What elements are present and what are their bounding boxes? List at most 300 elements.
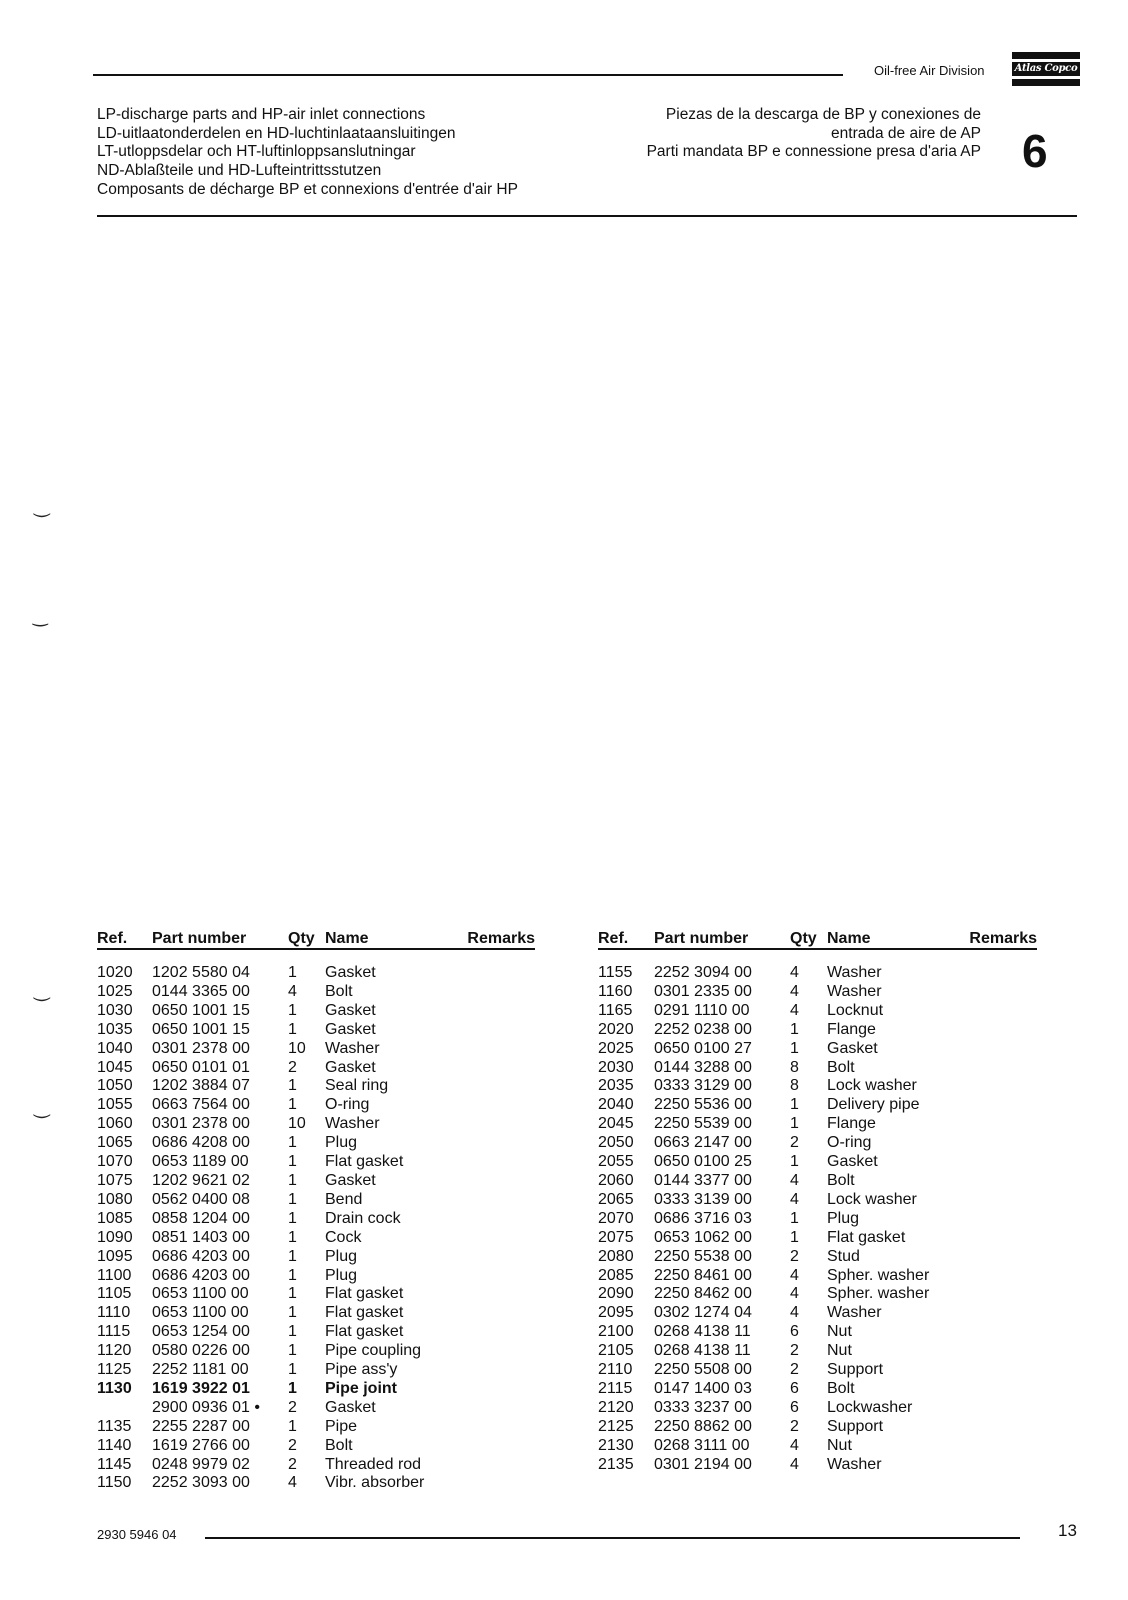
remarks-cell xyxy=(467,964,535,983)
remarks-cell xyxy=(467,1134,535,1153)
header-part-number: Part number xyxy=(654,922,790,949)
remarks-cell xyxy=(467,1418,535,1437)
remarks-cell xyxy=(969,983,1037,1002)
table-header-row xyxy=(97,922,535,949)
ref-cell: 1025 xyxy=(97,982,133,1000)
table-row xyxy=(598,1285,1037,1304)
table-row xyxy=(97,1248,535,1267)
name-cell: Pipe coupling xyxy=(325,1342,422,1360)
qty-cell: 1 xyxy=(288,1209,297,1227)
name-cell: Nut xyxy=(827,1436,852,1454)
qty-cell: 1 xyxy=(288,1096,297,1114)
part-number-cell: 0144 3377 00 xyxy=(654,1171,752,1189)
table-row xyxy=(97,1153,535,1172)
title-en: LP-discharge parts and HP-air inlet connections xyxy=(97,106,426,123)
qty-cell: 1 xyxy=(790,1115,799,1133)
name-cell: Washer xyxy=(827,964,882,981)
table-row xyxy=(598,1437,1037,1456)
parts-table-left xyxy=(97,922,535,1493)
part-number-cell: 0653 1254 00 xyxy=(152,1323,250,1341)
part-number-cell: 0301 2378 00 xyxy=(152,1039,250,1057)
part-number-cell: 2255 2287 00 xyxy=(152,1417,250,1435)
part-number-cell: 0686 4203 00 xyxy=(152,1247,250,1265)
part-number-cell: 0562 0400 08 xyxy=(152,1190,250,1208)
header-name: Name xyxy=(325,922,467,949)
ref-cell: 1085 xyxy=(97,1209,133,1227)
name-cell: Cock xyxy=(325,1228,362,1246)
part-number-cell: 1619 2766 00 xyxy=(152,1436,250,1454)
name-cell: Gasket xyxy=(325,1001,376,1019)
binder-mark: ⏝ xyxy=(33,496,51,516)
table-row xyxy=(97,1380,535,1399)
remarks-cell xyxy=(969,964,1037,983)
remarks-cell xyxy=(467,983,535,1002)
division-label: Oil-free Air Division xyxy=(874,63,985,78)
name-cell: Support xyxy=(827,1361,884,1379)
title-fr: Composants de décharge BP et connexions d'entrée d'air HP xyxy=(97,180,518,198)
qty-cell: 1 xyxy=(288,1134,297,1152)
part-number-cell: 2252 1181 00 xyxy=(152,1361,249,1379)
part-number-cell: 0858 1204 00 xyxy=(152,1209,250,1227)
ref-cell: 1145 xyxy=(97,1455,132,1473)
ref-cell: 1115 xyxy=(97,1323,131,1341)
ref-cell: 2080 xyxy=(598,1247,634,1265)
qty-cell: 4 xyxy=(790,964,799,981)
name-cell: Gasket xyxy=(325,964,376,981)
remarks-cell xyxy=(467,1210,535,1229)
name-cell: Flat gasket xyxy=(827,1228,906,1246)
header-remarks: Remarks xyxy=(467,922,535,949)
table-row xyxy=(97,1323,535,1342)
table-row xyxy=(598,1456,1037,1475)
name-cell: Threaded rod xyxy=(325,1455,422,1473)
ref-cell: 2120 xyxy=(598,1398,634,1416)
name-cell: Gasket xyxy=(325,1020,376,1038)
remarks-cell xyxy=(467,1153,535,1172)
name-cell: Bend xyxy=(325,1190,363,1208)
name-cell: Pipe ass'y xyxy=(325,1361,398,1379)
header-rule xyxy=(93,74,843,76)
qty-cell: 4 xyxy=(790,1190,799,1208)
part-number-cell: 0144 3288 00 xyxy=(654,1058,752,1076)
part-number-cell: 0686 3716 03 xyxy=(654,1209,752,1227)
ref-cell: 1165 xyxy=(598,1001,633,1019)
header-name: Name xyxy=(827,922,969,949)
ref-cell: 2035 xyxy=(598,1077,634,1095)
remarks-cell xyxy=(969,1172,1037,1191)
table-row xyxy=(598,1342,1037,1361)
remarks-cell xyxy=(467,1115,535,1134)
name-cell: Bolt xyxy=(827,1171,855,1189)
footer-rule xyxy=(205,1537,1020,1539)
qty-cell: 1 xyxy=(288,1247,297,1265)
qty-cell: 2 xyxy=(790,1417,799,1435)
qty-cell: 1 xyxy=(790,1039,799,1057)
name-cell: O-ring xyxy=(827,1134,872,1152)
name-cell: Bolt xyxy=(827,1058,855,1076)
qty-cell: 1 xyxy=(288,1077,297,1095)
name-cell: Flange xyxy=(827,1020,876,1038)
ref-cell: 2070 xyxy=(598,1209,634,1227)
ref-cell: 1150 xyxy=(97,1474,132,1492)
name-cell: Washer xyxy=(827,982,882,1000)
qty-cell: 10 xyxy=(288,1039,306,1057)
table-row xyxy=(598,1399,1037,1418)
ref-cell: 1020 xyxy=(97,964,133,981)
ref-cell: 1130 xyxy=(97,1379,132,1397)
table-row xyxy=(97,1059,535,1078)
title-es-2: entrada de aire de AP xyxy=(831,124,981,142)
table-row xyxy=(598,1191,1037,1210)
qty-cell: 1 xyxy=(288,964,297,981)
remarks-cell xyxy=(467,1474,535,1493)
part-number-cell: 1202 3884 07 xyxy=(152,1077,250,1095)
ref-cell: 1135 xyxy=(97,1417,132,1435)
ref-cell: 2040 xyxy=(598,1096,634,1114)
ref-cell: 2065 xyxy=(598,1190,634,1208)
table-row xyxy=(598,1134,1037,1153)
remarks-cell xyxy=(969,1096,1037,1115)
ref-cell: 1160 xyxy=(598,982,633,1000)
remarks-cell xyxy=(969,1229,1037,1248)
name-cell: Bolt xyxy=(827,1379,855,1397)
ref-cell: 1065 xyxy=(97,1134,133,1152)
ref-cell: 1030 xyxy=(97,1001,133,1019)
ref-cell: 1105 xyxy=(97,1285,132,1303)
name-cell: Washer xyxy=(325,1115,380,1133)
part-number-cell: 2900 0936 01 • xyxy=(152,1398,260,1416)
table-row xyxy=(97,1474,535,1493)
table-row xyxy=(97,1456,535,1475)
part-number-cell: 0268 3111 00 xyxy=(654,1436,750,1454)
name-cell: Flat gasket xyxy=(325,1153,404,1171)
name-cell: Flat gasket xyxy=(325,1304,404,1322)
remarks-cell xyxy=(467,1267,535,1286)
part-number-cell: 0650 0100 27 xyxy=(654,1039,752,1057)
ref-cell: 1040 xyxy=(97,1039,133,1057)
part-number-cell: 0650 1001 15 xyxy=(152,1001,250,1019)
part-number-cell: 2250 8862 00 xyxy=(654,1417,752,1435)
part-number-cell: 2252 3094 00 xyxy=(654,964,752,981)
qty-cell: 1 xyxy=(790,1209,799,1227)
qty-cell: 1 xyxy=(288,1323,297,1341)
qty-cell: 1 xyxy=(288,1228,297,1246)
qty-cell: 1 xyxy=(288,1304,297,1322)
title-sv: LT-utloppsdelar och HT-luftinloppsanslutningar xyxy=(97,143,416,161)
title-rule xyxy=(97,215,1077,217)
name-cell: Vibr. absorber xyxy=(325,1474,425,1492)
table-row xyxy=(97,1210,535,1229)
table-row xyxy=(598,1361,1037,1380)
table-row xyxy=(598,1153,1037,1172)
name-cell: Seal ring xyxy=(325,1077,389,1095)
name-cell: Washer xyxy=(325,1039,380,1057)
remarks-cell xyxy=(969,1115,1037,1134)
qty-cell: 1 xyxy=(288,1379,297,1397)
ref-cell: 2095 xyxy=(598,1304,634,1322)
part-number-cell: 0851 1403 00 xyxy=(152,1228,250,1246)
qty-cell: 6 xyxy=(790,1323,799,1341)
part-number-cell: 0650 1001 15 xyxy=(152,1020,250,1038)
qty-cell: 1 xyxy=(790,1020,799,1038)
table-row xyxy=(97,1361,535,1380)
ref-cell: 2125 xyxy=(598,1417,634,1435)
header-ref: Ref. xyxy=(598,922,654,949)
name-cell: Nut xyxy=(827,1342,852,1360)
qty-cell: 2 xyxy=(790,1247,799,1265)
table-row xyxy=(598,1323,1037,1342)
name-cell: O-ring xyxy=(325,1096,370,1114)
name-cell: Locknut xyxy=(827,1001,884,1019)
qty-cell: 8 xyxy=(790,1058,799,1076)
table-row xyxy=(97,1191,535,1210)
table-row xyxy=(97,1134,535,1153)
part-number-cell: 2250 8462 00 xyxy=(654,1285,752,1303)
remarks-cell xyxy=(969,1361,1037,1380)
qty-cell: 1 xyxy=(288,1342,297,1360)
remarks-cell xyxy=(467,1040,535,1059)
ref-cell: 1055 xyxy=(97,1096,133,1114)
name-cell: Gasket xyxy=(325,1398,376,1416)
remarks-cell xyxy=(467,1380,535,1399)
qty-cell: 1 xyxy=(288,1190,297,1208)
title-nl: LD-uitlaatonderdelen en HD-luchtinlaataansluitingen xyxy=(97,124,456,142)
title-es-1: Piezas de la descarga de BP y conexiones de xyxy=(665,106,981,123)
remarks-cell xyxy=(467,1077,535,1096)
qty-cell: 1 xyxy=(288,1020,297,1038)
qty-cell: 2 xyxy=(288,1455,297,1473)
table-row xyxy=(97,1077,535,1096)
table-row xyxy=(598,1059,1037,1078)
ref-cell: 1155 xyxy=(598,964,633,981)
qty-cell: 2 xyxy=(790,1342,799,1360)
table-row xyxy=(97,1172,535,1191)
remarks-cell xyxy=(969,1380,1037,1399)
table-row xyxy=(598,1248,1037,1267)
part-number-cell: 2250 5536 00 xyxy=(654,1096,752,1114)
qty-cell: 6 xyxy=(790,1379,799,1397)
document-code: 2930 5946 04 xyxy=(97,1527,177,1542)
table-row xyxy=(598,1096,1037,1115)
table-row xyxy=(97,1437,535,1456)
parts-table-right xyxy=(598,922,1037,1474)
name-cell: Support xyxy=(827,1417,884,1435)
table-row xyxy=(97,1304,535,1323)
part-number-cell: 0144 3365 00 xyxy=(152,982,250,1000)
remarks-cell xyxy=(467,1437,535,1456)
qty-cell: 10 xyxy=(288,1115,306,1133)
atlas-copco-logo xyxy=(1012,52,1080,86)
qty-cell: 4 xyxy=(790,1455,799,1473)
ref-cell: 1100 xyxy=(97,1266,132,1284)
name-cell: Spher. washer xyxy=(827,1285,930,1303)
qty-cell: 1 xyxy=(790,1153,799,1171)
ref-cell: 2025 xyxy=(598,1039,634,1057)
remarks-cell xyxy=(467,1304,535,1323)
name-cell: Lockwasher xyxy=(827,1398,913,1416)
remarks-cell xyxy=(969,1456,1037,1475)
remarks-cell xyxy=(467,1248,535,1267)
part-number-cell: 2252 0238 00 xyxy=(654,1020,752,1038)
remarks-cell xyxy=(969,1077,1037,1096)
header-qty: Qty xyxy=(790,922,827,949)
part-number-cell: 0268 4138 11 xyxy=(654,1342,751,1360)
name-cell: Stud xyxy=(827,1247,860,1265)
qty-cell: 1 xyxy=(288,1001,297,1019)
remarks-cell xyxy=(467,1172,535,1191)
ref-cell: 2055 xyxy=(598,1153,634,1171)
table-row xyxy=(598,1172,1037,1191)
ref-cell: 2020 xyxy=(598,1020,634,1038)
name-cell: Nut xyxy=(827,1323,852,1341)
table-row xyxy=(97,1096,535,1115)
part-number-cell: 0333 3139 00 xyxy=(654,1190,752,1208)
table-row xyxy=(598,964,1037,983)
part-number-cell: 0291 1110 00 xyxy=(654,1001,750,1019)
part-number-cell: 0333 3237 00 xyxy=(654,1398,752,1416)
part-number-cell: 0301 2378 00 xyxy=(152,1115,250,1133)
header-qty: Qty xyxy=(288,922,325,949)
remarks-cell xyxy=(467,1021,535,1040)
binder-mark: ⏝ xyxy=(33,980,51,1000)
table-row xyxy=(97,1418,535,1437)
binder-mark: ⏝ xyxy=(33,1097,51,1117)
part-number-cell: 0650 0101 01 xyxy=(152,1058,250,1076)
part-number-cell: 0653 1189 00 xyxy=(152,1153,249,1171)
ref-cell: 2105 xyxy=(598,1342,634,1360)
parts-left-body xyxy=(97,949,535,1493)
remarks-cell xyxy=(969,1418,1037,1437)
table-row xyxy=(598,1380,1037,1399)
title-it: Parti mandata BP e connessione presa d'aria AP xyxy=(646,143,981,161)
table-row xyxy=(97,1002,535,1021)
part-number-cell: 0653 1062 00 xyxy=(654,1228,752,1246)
remarks-cell xyxy=(467,1342,535,1361)
part-number-cell: 0663 2147 00 xyxy=(654,1134,752,1152)
ref-cell: 1070 xyxy=(97,1153,133,1171)
qty-cell: 1 xyxy=(790,1096,799,1114)
ref-cell: 1075 xyxy=(97,1171,133,1189)
remarks-cell xyxy=(969,1267,1037,1286)
part-number-cell: 1202 9621 02 xyxy=(152,1171,250,1189)
ref-cell: 2100 xyxy=(598,1323,634,1341)
part-number-cell: 0147 1400 03 xyxy=(654,1379,752,1397)
part-number-cell: 0268 4138 11 xyxy=(654,1323,751,1341)
part-number-cell: 0653 1100 00 xyxy=(152,1285,249,1303)
remarks-cell xyxy=(467,1059,535,1078)
qty-cell: 1 xyxy=(288,1266,297,1284)
qty-cell: 8 xyxy=(790,1077,799,1095)
name-cell: Plug xyxy=(827,1209,860,1227)
page-number: 13 xyxy=(1058,1521,1077,1540)
remarks-cell xyxy=(467,1002,535,1021)
qty-cell: 1 xyxy=(288,1171,297,1189)
remarks-cell xyxy=(969,1323,1037,1342)
qty-cell: 1 xyxy=(288,1417,297,1435)
remarks-cell xyxy=(969,1191,1037,1210)
remarks-cell xyxy=(969,1342,1037,1361)
name-cell: Gasket xyxy=(827,1153,878,1171)
remarks-cell xyxy=(969,1248,1037,1267)
part-number-cell: 2252 3093 00 xyxy=(152,1474,250,1492)
ref-cell: 2050 xyxy=(598,1134,634,1152)
table-row xyxy=(97,964,535,983)
section-number: 6 xyxy=(1022,125,1048,177)
qty-cell: 4 xyxy=(790,1001,799,1019)
qty-cell: 4 xyxy=(790,982,799,1000)
part-number-cell: 0301 2194 00 xyxy=(654,1455,752,1473)
remarks-cell xyxy=(969,1021,1037,1040)
table-row xyxy=(97,1229,535,1248)
part-number-cell: 0650 0100 25 xyxy=(654,1153,752,1171)
name-cell: Spher. washer xyxy=(827,1266,930,1284)
remarks-cell xyxy=(467,1096,535,1115)
table-row xyxy=(598,1040,1037,1059)
remarks-cell xyxy=(969,1059,1037,1078)
ref-cell: 2075 xyxy=(598,1228,634,1246)
parts-right-body xyxy=(598,949,1037,1474)
qty-cell: 1 xyxy=(790,1228,799,1246)
table-row xyxy=(97,1267,535,1286)
name-cell: Bolt xyxy=(325,982,353,1000)
ref-cell: 1080 xyxy=(97,1190,133,1208)
part-number-cell: 0653 1100 00 xyxy=(152,1304,249,1322)
qty-cell: 2 xyxy=(288,1058,297,1076)
qty-cell: 6 xyxy=(790,1398,799,1416)
part-number-cell: 0580 0226 00 xyxy=(152,1342,250,1360)
name-cell: Flat gasket xyxy=(325,1323,404,1341)
ref-cell: 2115 xyxy=(598,1379,633,1397)
name-cell: Delivery pipe xyxy=(827,1096,920,1114)
remarks-cell xyxy=(969,1399,1037,1418)
ref-cell: 2060 xyxy=(598,1171,634,1189)
qty-cell: 4 xyxy=(790,1436,799,1454)
table-row xyxy=(598,1002,1037,1021)
qty-cell: 1 xyxy=(288,1285,297,1303)
ref-cell: 2085 xyxy=(598,1266,634,1284)
part-number-cell: 0333 3129 00 xyxy=(654,1077,752,1095)
header-remarks: Remarks xyxy=(969,922,1037,949)
ref-cell: 1140 xyxy=(97,1436,132,1454)
part-number-cell: 0686 4208 00 xyxy=(152,1134,250,1152)
ref-cell: 2130 xyxy=(598,1436,634,1454)
logo-text: Atlas Copco xyxy=(1012,62,1080,76)
table-row xyxy=(598,1077,1037,1096)
name-cell: Plug xyxy=(325,1266,358,1284)
part-number-cell: 0248 9979 02 xyxy=(152,1455,250,1473)
ref-cell: 2030 xyxy=(598,1058,634,1076)
remarks-cell xyxy=(467,1399,535,1418)
ref-cell: 1120 xyxy=(97,1342,132,1360)
qty-cell: 1 xyxy=(288,1361,297,1379)
qty-cell: 4 xyxy=(288,982,297,1000)
qty-cell: 2 xyxy=(790,1134,799,1152)
remarks-cell xyxy=(969,1134,1037,1153)
remarks-cell xyxy=(969,1285,1037,1304)
table-row xyxy=(97,983,535,1002)
qty-cell: 4 xyxy=(790,1171,799,1189)
ref-cell: 2110 xyxy=(598,1361,633,1379)
name-cell: Washer xyxy=(827,1455,882,1473)
ref-cell: 2090 xyxy=(598,1285,634,1303)
remarks-cell xyxy=(467,1323,535,1342)
ref-cell: 1050 xyxy=(97,1077,133,1095)
ref-cell: 2045 xyxy=(598,1115,634,1133)
remarks-cell xyxy=(969,1304,1037,1323)
table-row xyxy=(598,1021,1037,1040)
table-row xyxy=(97,1285,535,1304)
remarks-cell xyxy=(969,1437,1037,1456)
